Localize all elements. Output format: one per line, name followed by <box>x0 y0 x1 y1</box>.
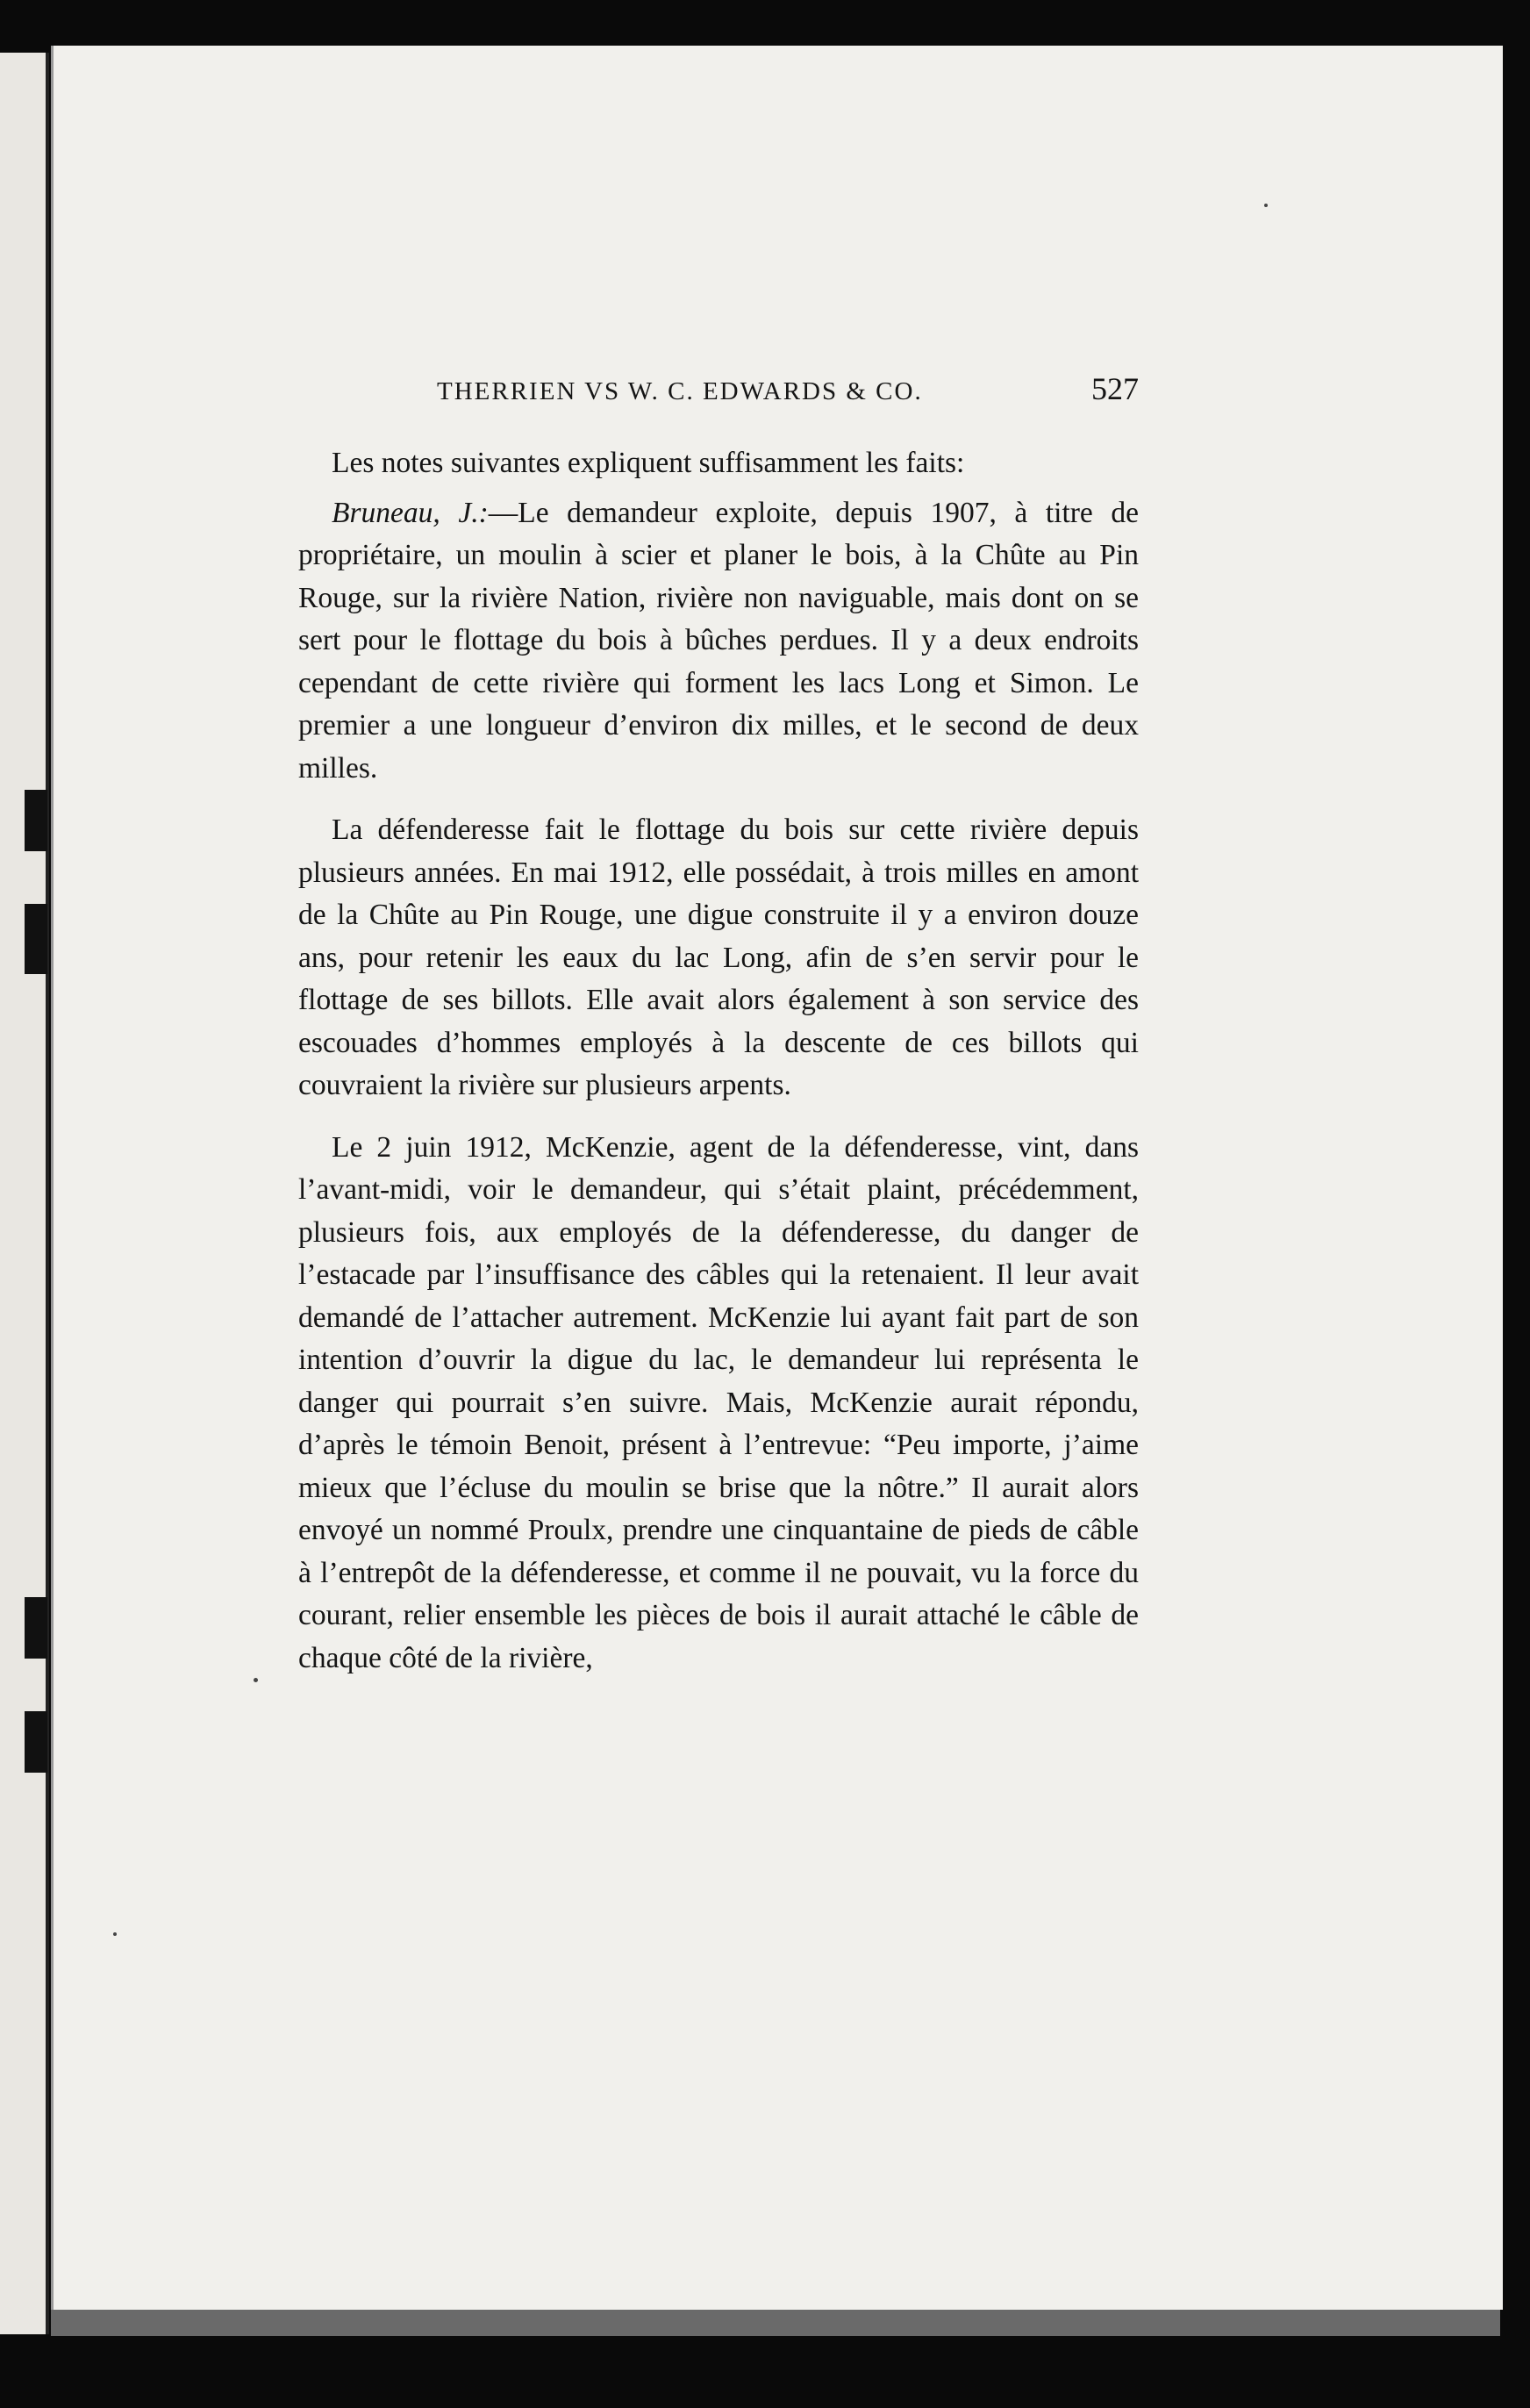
binding-mark <box>25 1711 47 1773</box>
binding-mark <box>25 790 47 851</box>
paragraph-intro: Les notes suivantes expliquent suffisamment les faits: <box>332 447 965 479</box>
page-bottom-edge <box>51 2310 1500 2336</box>
speck <box>1264 204 1268 207</box>
paragraph-bruneau-text: —Le demandeur exploite, depuis 1907, à titre de propriétaire, un moulin à scier et planer le bois, à la Chûte au Pin Rouge, sur la rivière Nation, rivière non naviguable, mais dont on se sert pour le flottage du bois à bûches perdues. Il y a deux endroits cependant de cette rivière qui forment les lacs Long et Simon. Le premier a une longueur d’environ dix milles, et le second de deux milles. <box>298 496 1139 785</box>
binding-mark <box>25 1597 47 1659</box>
speck <box>254 1678 258 1682</box>
paragraph-juin-1912: Le 2 juin 1912, McKenzie, agent de la défenderesse, vint, dans l’avant-midi, voir le demandeur, qui s’était plaint, précédemment, plusieurs fois, aux employés de la défenderesse, du danger de l’estacade par l’insuffisance des câbles qui la retenaient. Il leur avait demandé de l’attacher autrement. McKenzie lui ayant fait part de son intention d’ouvrir la digue du lac, le demandeur lui représenta le danger qui pourrait s’en suivre. Mais, McKenzie aurait répondu, d’après le témoin Benoit, présent à l’entrevue: “Peu importe, j’aime mieux que l’écluse du moulin se brise que la nôtre.” Il aurait alors envoyé un nommé Proulx, prendre une cinquantaine de pieds de câble à l’entrepôt de la défenderesse, et comme il ne pouvait, vu la force du courant, relier ensemble les pièces de bois il aurait attaché le câble de chaque côté de la rivière, <box>298 1130 1139 1674</box>
judge-citation: Bruneau, J.: <box>332 496 489 529</box>
speck <box>113 1932 117 1936</box>
paragraph-defenderesse: La défenderesse fait le flottage du bois sur cette rivière depuis plusieurs années. En mai 1912, elle possédait, à trois milles en amont de la Chûte au Pin Rouge, une digue construite il y a environ douze ans, pour retenir les eaux du lac Long, afin de s’en servir pour le flottage de ses billots. Elle avait alors également à son service des escouades d’hommes employés à la descente de ces billots qui couvraient la rivière sur plusieurs arpents. <box>298 813 1139 1101</box>
page-number: 527 <box>1091 371 1139 406</box>
running-title: THERRIEN VS W. C. EDWARDS & CO. <box>437 377 923 405</box>
binding-mark <box>25 904 47 974</box>
running-head <box>437 370 1139 407</box>
page-text <box>298 370 1139 1680</box>
paragraph-bruneau <box>298 492 1139 791</box>
previous-page-edge <box>0 53 49 2334</box>
